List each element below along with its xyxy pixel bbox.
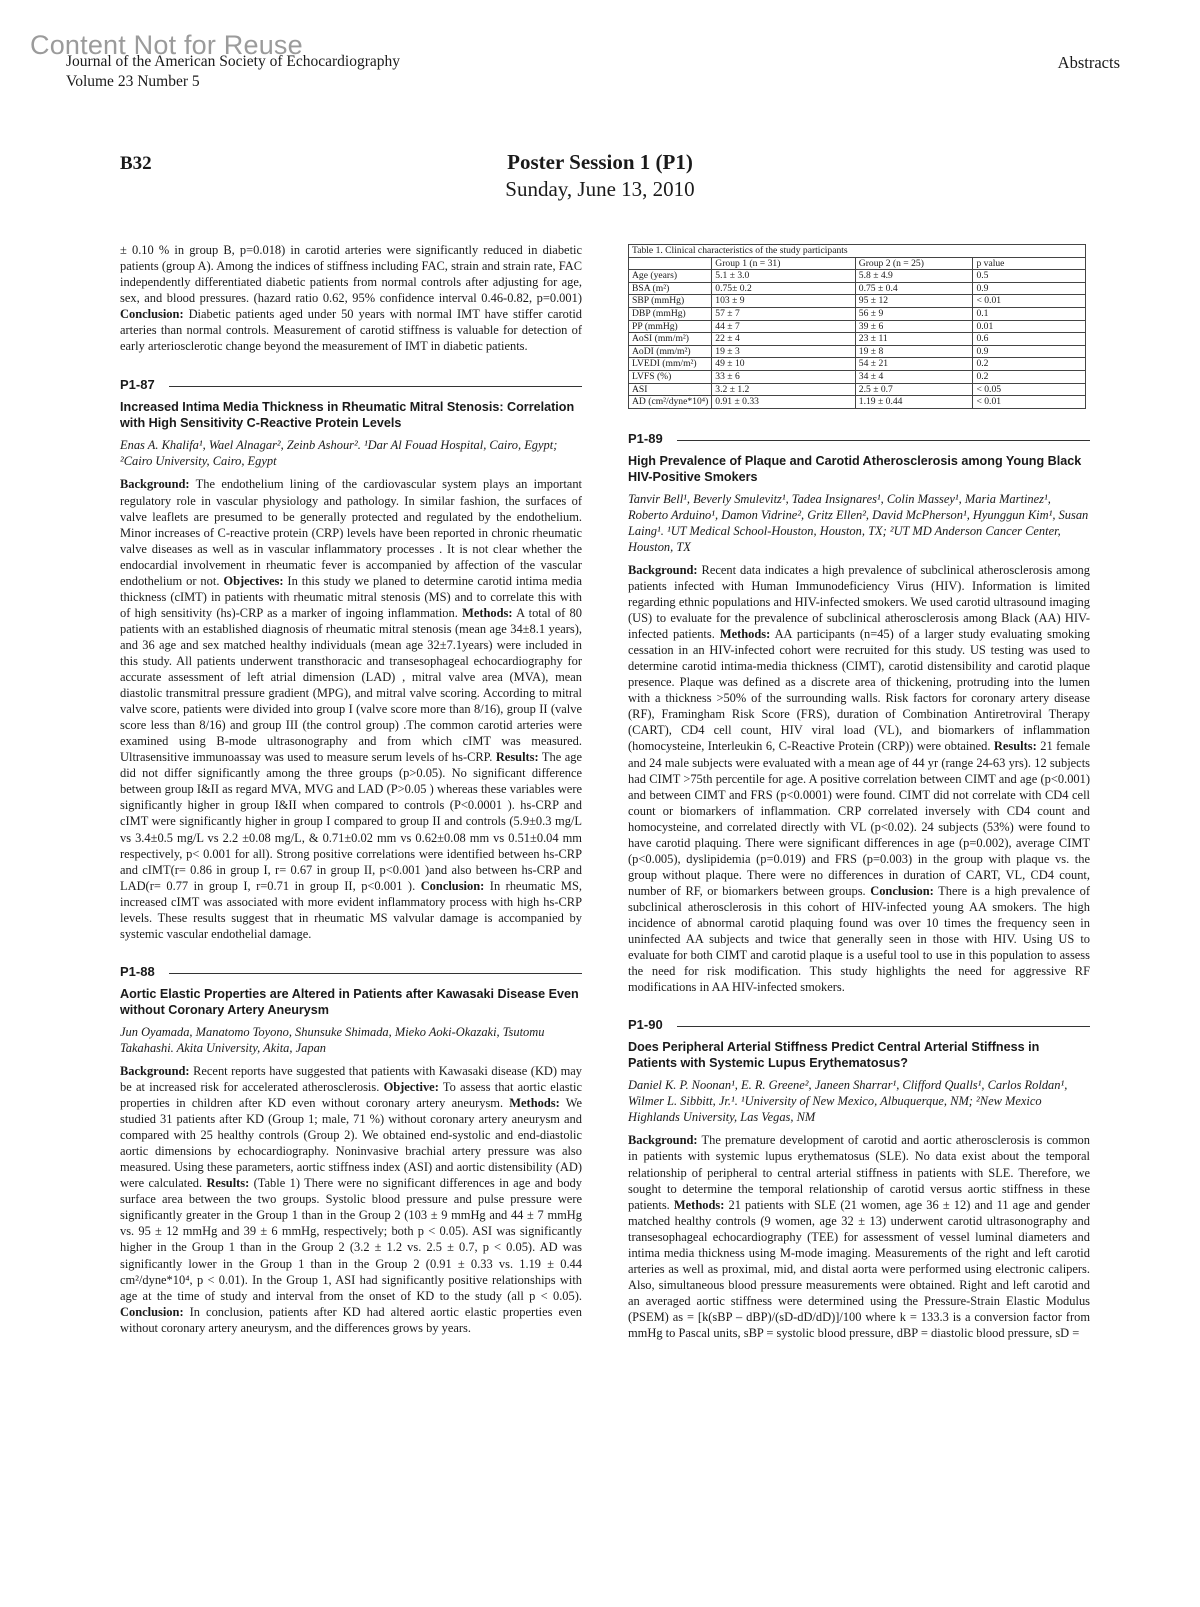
table-caption: Table 1. Clinical characteristics of the study participants xyxy=(629,245,1086,258)
table-header-cell xyxy=(629,257,712,270)
table-cell: 19 ± 3 xyxy=(712,345,856,358)
table-cell: 0.5 xyxy=(973,270,1086,283)
table-cell: Age (years) xyxy=(629,270,712,283)
abstract-id: P1-87 xyxy=(120,377,582,393)
abstract-title: Aortic Elastic Properties are Altered in Patients after Kawasaki Disease Even without Coronary Artery Aneurysm xyxy=(120,986,579,1017)
table-row xyxy=(629,333,1086,346)
table-cell: 103 ± 9 xyxy=(712,295,856,308)
table-cell: 0.75 ± 0.4 xyxy=(855,282,973,295)
abstract-authors: Tanvir Bell¹, Beverly Smulevitz¹, Tadea Insignares¹, Colin Massey¹, Maria Martinez¹, Roberto Arduino¹, Damon Vidrine², Gritz Ellen², David McPherson¹, Hyunggun Kim¹, Susan Laing¹. ¹UT Medical School-Houston, Houston, TX; ²UT MD Anderson Cancer Center, Houston, TX xyxy=(628,491,1089,554)
table-cell: SBP (mmHg) xyxy=(629,295,712,308)
table-row xyxy=(629,270,1086,283)
table-header-cell: Group 1 (n = 31) xyxy=(712,257,856,270)
table-cell: 0.75± 0.2 xyxy=(712,282,856,295)
abstract-id: P1-89 xyxy=(628,431,1090,447)
table-cell: 39 ± 6 xyxy=(855,320,973,333)
table-caption-row xyxy=(629,245,1086,258)
table-cell: 5.8 ± 4.9 xyxy=(855,270,973,283)
table-cell: 19 ± 8 xyxy=(855,345,973,358)
table-cell: 56 ± 9 xyxy=(855,307,973,320)
page-number: B32 xyxy=(120,153,152,174)
abstract-body: Background: Recent data indicates a high prevalence of subclinical atherosclerosis among patients infected with Human Immunodeficiency Virus (HIV). Information is limited regarding ethnic populations and HIV-infected smokers. We used carotid ultrasound imaging (US) to evaluate for the prevalence of subclinical atherosclerosis among Black (AA) HIV-infected patients. Methods: AA participants (n=45) of a larger study evaluating smoking cessation in an HIV-infected cohort were recruited for this study. US testing was used to determine carotid intima-media thickness (CIMT), carotid distensibility and carotid plaque presence. Plaque was defined as a discrete area of thickening, protruding into the lumen with a thickness >50% of the surrounding walls. Risk factors for coronary artery disease (RF), Framingham Risk Score (FRS), duration of Combination Antiretroviral Therapy (CART), CD4 cell count, HIV viral load (VL), and biomarkers of inflammation (homocysteine, Interleukin 6, C-Reactive Protein (CRP)) were obtained. Results: 21 female and 24 male subjects were evaluated with a mean age of 44 yr (range 24-63 yrs). 12 subjects had CIMT >75th percentile for age. A positive correlation between CIMT and age (p<0.001) and between CIMT and FRS (p<0.0001) were found. CIMT did not correlate with CD4 cell count or biomarkers of inflammation. CRP correlated inversely with CD4 count and homocysteine, and correlated directly with VL (p<0.02). 24 subjects (53%) were found to have carotid plaquing. There were significant differences in age (p=0.002), average CIMT (p<0.005), dyslipidemia (p=0.019) and FRS (p=0.003) in the group with plaque vs. the group without plaque. There were no differences in duration of CART, VL, CD4 count, number of RF, or biomarkers between groups. Conclusion: There is a high prevalence of subclinical atherosclerosis in this cohort of HIV-infected young AA smokers. The high incidence of abnormal carotid plaquing found was over 10 times the frequency seen in uninfected AA subjects and twice that generally seen in those with HIV. Using US to evaluate for both CIMT and carotid plaque is a useful tool to use in this population to assess the need for risk modification. This study highlights the need for aggressive RF modifications in AA HIV-infected smokers. xyxy=(628,562,1090,995)
abstract-id: P1-88 xyxy=(120,964,582,980)
table-row xyxy=(629,320,1086,333)
table-row xyxy=(629,370,1086,383)
table-cell: 34 ± 4 xyxy=(855,370,973,383)
table-cell: 49 ± 10 xyxy=(712,358,856,371)
table-cell: 0.9 xyxy=(973,282,1086,295)
table-cell: 1.19 ± 0.44 xyxy=(855,396,973,409)
table-cell: 54 ± 21 xyxy=(855,358,973,371)
table-cell: LVFS (%) xyxy=(629,370,712,383)
table-row xyxy=(629,396,1086,409)
table-header-cell: Group 2 (n = 25) xyxy=(855,257,973,270)
table-cell: 5.1 ± 3.0 xyxy=(712,270,856,283)
clinical-table xyxy=(628,244,1086,409)
table-cell: 22 ± 4 xyxy=(712,333,856,346)
table-header-cell: p value xyxy=(973,257,1086,270)
table-cell: ASI xyxy=(629,383,712,396)
table-cell: BSA (m²) xyxy=(629,282,712,295)
table-row xyxy=(629,282,1086,295)
table-cell: 95 ± 12 xyxy=(855,295,973,308)
table-cell: 0.9 xyxy=(973,345,1086,358)
table-cell: 0.91 ± 0.33 xyxy=(712,396,856,409)
table-row xyxy=(629,345,1086,358)
table-cell: 3.2 ± 1.2 xyxy=(712,383,856,396)
abstract-title: Increased Intima Media Thickness in Rheumatic Mitral Stenosis: Correlation with High Sensitivity C-Reactive Protein Levels xyxy=(120,400,575,431)
session-title: Poster Session 1 (P1) xyxy=(507,150,693,174)
section-label: Abstracts xyxy=(1057,53,1120,72)
table-cell: AoDI (mm/m²) xyxy=(629,345,712,358)
table-cell: DBP (mmHg) xyxy=(629,307,712,320)
abstract-id: P1-90 xyxy=(628,1017,1090,1033)
abstract-body: Background: The premature development of carotid and aortic atherosclerosis is common in patients with systemic lupus erythematosus (SLE). No data exist about the temporal relationship of peripheral to central arterial stiffness in patients with SLE. Therefore, we sought to determine the temporal relationship of carotid versus aortic stiffness in these patients. Methods: 21 patients with SLE (21 women, age 36 ± 12) and 11 age and gender matched healthy controls (9 women, age 32 ± 13) underwent carotid ultrasonography and transesophageal echocardiography (TEE) for assessment of vessel luminal diameters and intima media thickness using M-mode imaging. Measurements of the right and left carotid arteries as well as proximal, mid, and distal aorta were performed using electronic calipers. Also, simultaneous blood pressure measurements were obtained. Right and left carotid and an averaged aortic stiffness were determined using the Pressure-Strain Elastic Modulus (PSEM) as = [k(sBP – dBP)/(sD-dD/dD)]/100 where k = 133.3 is a conversion factor from mmHg to Pascal units, sBP = systolic blood pressure, dBP = diastolic blood pressure, sD = xyxy=(628,1133,1090,1340)
table-cell: PP (mmHg) xyxy=(629,320,712,333)
abstract-title: Does Peripheral Arterial Stiffness Predict Central Arterial Stiffness in Patients with Systemic Lupus Erythematosus? xyxy=(628,1040,1040,1071)
table-row xyxy=(629,307,1086,320)
table-cell: 0.1 xyxy=(973,307,1086,320)
table-cell: AoSI (mm/m²) xyxy=(629,333,712,346)
abstract-authors: Daniel K. P. Noonan¹, E. R. Greene², Janeen Sharrar¹, Clifford Qualls¹, Carlos Roldan¹, Wilmer L. Sibbitt, Jr.¹. ¹University of New Mexico, Albuquerque, NM; ²New Mexico Highlands University, Las Vegas, NM xyxy=(628,1078,1068,1125)
table-cell: 33 ± 6 xyxy=(712,370,856,383)
table-header-row xyxy=(629,257,1086,270)
table-cell: 2.5 ± 0.7 xyxy=(855,383,973,396)
journal-title: Journal of the American Society of Echocardiography xyxy=(66,53,400,70)
watermark: Content Not for Reuse xyxy=(30,30,303,60)
journal-volume: Volume 23 Number 5 xyxy=(66,73,200,90)
session-date: Sunday, June 13, 2010 xyxy=(505,177,695,201)
table-cell: 44 ± 7 xyxy=(712,320,856,333)
table-cell: < 0.01 xyxy=(973,295,1086,308)
table-row xyxy=(629,383,1086,396)
table-cell: 0.2 xyxy=(973,370,1086,383)
table-cell: LVEDI (mm/m²) xyxy=(629,358,712,371)
table-cell: 0.6 xyxy=(973,333,1086,346)
table-cell: AD (cm²/dyne*10⁴) xyxy=(629,396,712,409)
abstract-title: High Prevalence of Plaque and Carotid Atherosclerosis among Young Black HIV-Positive Smokers xyxy=(628,453,1082,484)
table-cell: < 0.05 xyxy=(973,383,1086,396)
continued-abstract: ± 0.10 % in group B, p=0.018) in carotid arteries were significantly reduced in diabetic patients (group A). Among the indices of stiffness including FAC, strain and strain rate, FAC independently differentiated diabetic patients from normal controls after adjusting for age, sex, and blood pressures. (hazard ratio 0.62, 95% confidence interval 0.46-0.82, p=0.001) Conclusion: Diabetic patients aged under 50 years with normal IMT have stiffer carotid arteries than normal controls. Measurement of carotid stiffness is valuable for detection of early arteriosclerotic change beyond the measurement of IMT in diabetic patients. xyxy=(120,243,582,354)
abstract-authors: Enas A. Khalifa¹, Wael Alnagar², Zeinb Ashour². ¹Dar Al Fouad Hospital, Cairo, Egypt; ²Cairo University, Cairo, Egypt xyxy=(120,438,558,469)
table-row xyxy=(629,358,1086,371)
abstract-body: Background: Recent reports have suggested that patients with Kawasaki disease (KD) may be at increased risk for accelerated atherosclerosis. Objective: To assess that aortic elastic properties in children after KD even without coronary artery aneurysm. Methods: We studied 31 patients after KD (Group 1; male, 71 %) without coronary artery aneurysm and compared with 25 healthy controls (Group 2). We obtained end-systolic and end-diastolic aortic dimensions by echocardiography. Noninvasive brachial artery pressure was also measured. Using these parameters, aortic stiffness index (ASI) and aortic distensibility (AD) were calculated. Results: (Table 1) There were no significant differences in age and body surface area between the two groups. Systolic blood pressure and pulse pressure were significantly greater in the Group 1 than in the Group 2 (103 ± 9 mmHg and 44 ± 7 mmHg vs. 95 ± 12 mmHg and 39 ± 6 mmHg, respectively; both p < 0.05). ASI was significantly higher in the Group 1 than in the Group 2 (3.2 ± 1.2 vs. 2.5 ± 0.7, p < 0.05). AD was significantly lower in the Group 1 than in the Group 2 (0.91 ± 0.33 vs. 1.19 ± 0.44 cm²/dyne*10⁴, p < 0.01). In the Group 1, ASI had significantly positive relationships with age at the time of study and interval from the onset of KD to the study (all p < 0.05). Conclusion: In conclusion, patients after KD had altered aortic elastic properties even without coronary artery aneurysm, and the differences grows by years. xyxy=(120,1063,582,1335)
table-cell: < 0.01 xyxy=(973,396,1086,409)
table-row xyxy=(629,295,1086,308)
table-cell: 0.01 xyxy=(973,320,1086,333)
table-cell: 0.2 xyxy=(973,358,1086,371)
left-column xyxy=(120,242,582,1336)
table-cell: 23 ± 11 xyxy=(855,333,973,346)
abstract-body: Background: The endothelium lining of the cardiovascular system plays an important regulatory role in vascular physiology and pathology. In similar fashion, the surfaces of valve leaflets are presumed to be generally protected and regulated by the endothelium. Minor increases of C-reactive protein (CRP) levels have been reported in chronic rheumatic valve diseases as well as in vascular inflammatory processes . It is not clear whether the endocardial involvement in rheumatic fever is accompanied by affection of the vascular endothelium or not. Objectives: In this study we planed to determine carotid intima media thickness (cIMT) in patients with rheumatic mitral stenosis (MS) and to correlate this with of high sensitivity (hs)-CRP as a marker of ingoing inflammation. Methods: A total of 80 patients with an established diagnosis of rheumatic mitral stenosis (mean age 34±8.1 years), and 36 age and sex matched healthy individuals (mean age 32±7.1years) were included in this study. All patients underwent transthoracic and transesophageal echocardiography for accurate assessment of left atrial dimension (LAD) , mitral valve area (MVA), mean diastolic transmitral pressure gradient (MPG), and mitral valve scoring. According to mitral valve score, patients were divided into group I (valve score more than 8/16), group II (valve score less than 8/16) and group III (the control group) .The common carotid arteries were examined using B-mode ultrasonography and from which cIMT was measured. Ultrasensitive immunoassay was used to measure serum levels of hs-CRP. Results: The age did not differ significantly among the three groups (p>0.05). No significant difference between group I&II as regard MVA, MVG and LAD (P>0.05 ) whereas these variables were significantly higher in group I&II when compared to controls (P<0.0001 ). hs-CRP and cIMT were significantly higher in group I compared to group II and controls (5.9±0.3 mg/L vs 3.4±0.5 mg/L vs 2.2 ±0.08 mg/L, & 0.71±0.02 mm vs 0.62±0.08 mm vs 0.51±0.04 mm respectively, p< 0.001 for all). Strong positive correlations were identified between hs-CRP and cIMT(r= 0.86 in group I, r= 0.67 in group II, p<0.001 )and also between hs-CRP and LAD(r= 0.77 in group I, r=0.71 in group II, p<0.001 ). Conclusion: In rheumatic MS, increased cIMT was associated with more evident inflammatory process with high hs-CRP levels. These results suggest that in rheumatic MS valvular damage is accompanied by systemic vascular endothelial damage. xyxy=(120,477,583,941)
session-heading xyxy=(0,150,1200,202)
right-column xyxy=(628,242,1090,1341)
table-cell: 57 ± 7 xyxy=(712,307,856,320)
abstract-authors: Jun Oyamada, Manatomo Toyono, Shunsuke Shimada, Mieko Aoki-Okazaki, Tsutomu Takahashi. Akita University, Akita, Japan xyxy=(120,1024,545,1055)
